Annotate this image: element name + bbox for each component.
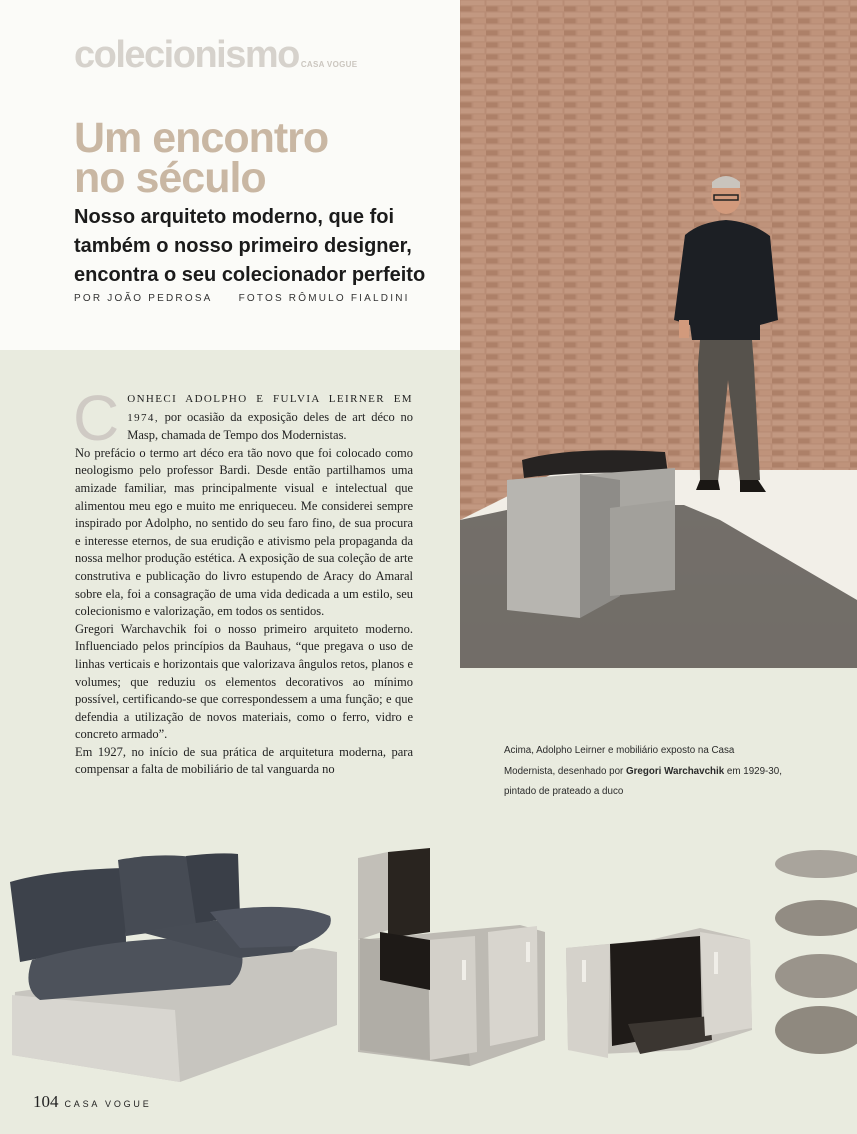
aluminum-cabinet-open (358, 848, 545, 1066)
page-folio (33, 1092, 152, 1112)
section-brand: CASA VOGUE (300, 60, 358, 69)
paragraph-1-text: por ocasião da exposição deles de art déco no Masp, chamada de Tempo dos Modernistas. (127, 409, 413, 443)
round-shelving (775, 850, 857, 1054)
paragraph-3: Gregori Warchavchik foi o nosso primeiro arquiteto moderno. Influenciado pelos princípios da Bauhaus, “que pregava o uso de linhas verticais e horizontais que valorizava ângulos retos, planos e volumes; que reduziu os elementos decorativos ao mínimo possível, certificando-se que correspondessem a uma função; e que defendia a utilização de novos materiais, como o ferro, vidro e concreto armado”. (75, 621, 413, 742)
caption-text-end: em 1929-30, pintado de prateado a duco (504, 765, 782, 797)
headline-line-1: Um encontro (74, 114, 329, 162)
section-header (74, 34, 357, 77)
photo-collector-with-stool (460, 0, 857, 668)
article-body (73, 382, 413, 779)
paragraph-2: No prefácio o termo art déco era tão novo que foi colocado como neologismo pelo professor Bardi. Desde então partilhamos uma amizade familiar, mas principalmente visual e intelectual que alimentou meu ego e muito me enriqueceu. Me considerei sempre inspirado por Adolpho, no sentido do seu faro fino, de sua procura e interesse eternos, de sua erudição e ativismo pela propaganda da nossa melhor produção estética. A exposição de sua coleção de arte construtiva e publicação do livro estupendo de Aracy do Amaral sobre ela, foi a consagração de uma vida dedicada a um estilo, seu colecionismo e valorização, em todos os sentidos. (75, 445, 413, 619)
brick-wall (460, 0, 857, 520)
headline (74, 114, 329, 202)
section-title: colecionismo (74, 34, 299, 76)
aluminum-sofa (10, 853, 337, 1082)
headline-line-2: no século (74, 154, 266, 202)
aluminum-cabinet-small (566, 928, 752, 1058)
deck-line: Nosso arquiteto moderno, que foi (74, 206, 395, 228)
photo-caption (504, 741, 784, 803)
lead-in: ONHECI ADOLPHO E FULVIA LEIRNER EM 1974, (127, 393, 413, 424)
deck-line: encontra o seu colecionador perfeito (74, 264, 426, 286)
byline (74, 293, 410, 304)
caption-text: Acima, Adolpho Leirner e mobiliário exposto na Casa Modernista, desenhado por (504, 745, 735, 777)
caption-designer: Gregori Warchavchik (626, 765, 725, 777)
paragraph-intro (73, 382, 413, 454)
drop-cap: C (73, 382, 120, 454)
byline-author: POR JOÃO PEDROSA (74, 293, 213, 304)
photo-furniture-collection (0, 840, 857, 1090)
deck-line: também o nosso primeiro designer, (74, 235, 412, 257)
byline-photos: FOTOS RÔMULO FIALDINI (238, 293, 410, 304)
folio-magazine: CASA VOGUE (64, 1099, 152, 1109)
deck-subtitle (74, 203, 454, 290)
paragraph-4: Em 1927, no início de sua prática de arquitetura moderna, para compensar a falta de mobiliário de tal vanguarda no (75, 744, 413, 777)
page-number: 104 (33, 1092, 59, 1111)
